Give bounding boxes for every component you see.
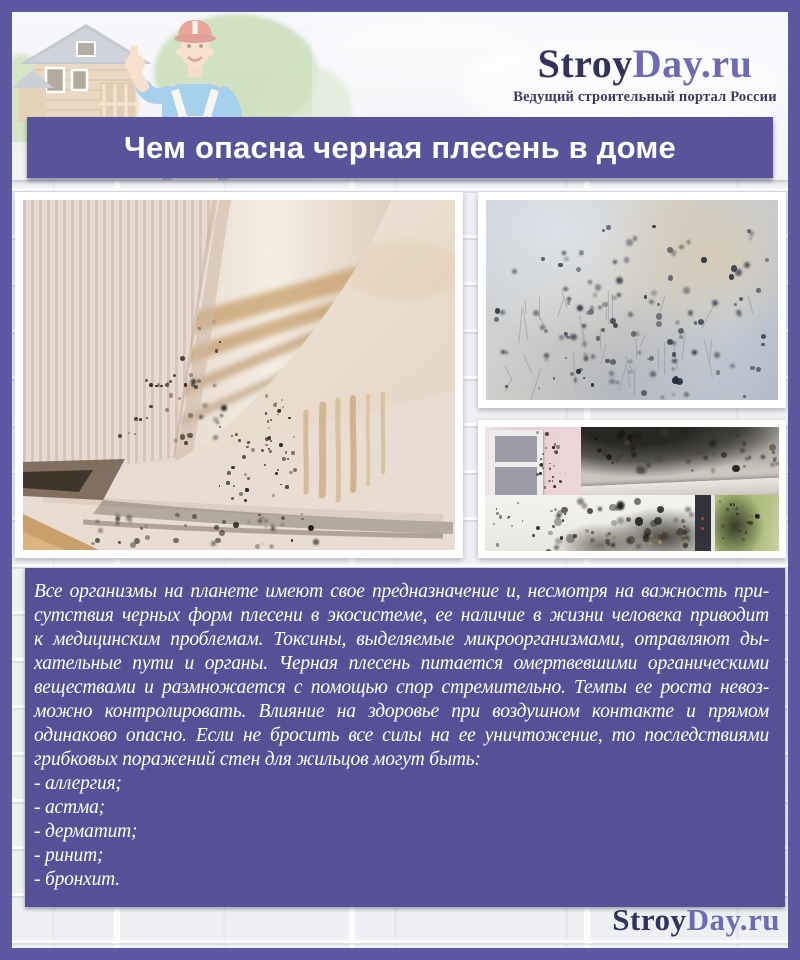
collage-tile-moldy-ceiling — [581, 427, 779, 495]
article-line: к медицинским проблемам. Токсины, выделяемые микроорганизмами, отравляют ды- — [34, 629, 769, 650]
article-line: можно контролировать. Влияние на здоровье при воздушном контакте и прямом — [34, 701, 769, 722]
photo-mold-spores-macro — [478, 192, 786, 408]
article-list-item: - астма; — [34, 797, 105, 818]
site-logo — [512, 42, 778, 106]
title-bar — [27, 117, 773, 178]
mold-speckles-main — [23, 200, 455, 550]
article-line: сутствия черных форм плесени в экосистеме, ее наличие в жизни человека приводит — [34, 605, 769, 626]
article-line: одинаково опасно. Если не бросить все силы на ее уничтожение, то последствиями — [34, 725, 769, 746]
site-logo-text: StroyDay.ru — [537, 41, 753, 86]
article-text-panel — [25, 568, 785, 907]
collage-tile-pink-wall — [485, 427, 581, 495]
collage-tile-green-mold-wall — [695, 495, 779, 551]
article-list-item: - дерматит; — [34, 821, 138, 842]
article-list-item: - ринит; — [34, 845, 104, 866]
page-title: Чем опасна черная плесень в доме — [124, 129, 676, 165]
article-line: веществами и размножается с помощью спор стремительно. Темпы ее роста невоз- — [34, 677, 769, 698]
collage-tile-mold-spots-wall — [485, 495, 695, 551]
article-list-item: - аллергия; — [34, 773, 122, 794]
article-line: Все организмы на планете имеют свое предназначение и, несмотря на важность при- — [34, 581, 769, 602]
article-list-item: - бронхит. — [34, 869, 120, 890]
article-line: грибковых поражений стен для жильцов могут быть: — [34, 749, 481, 770]
footer-logo: StroyDay.ru — [612, 902, 780, 937]
photo-peeling-wallpaper — [15, 192, 463, 558]
site-tagline: Ведущий строительный портал России — [513, 89, 777, 105]
photo-moldy-walls-collage — [478, 420, 786, 558]
spore-dots — [486, 200, 778, 400]
article-line: хательные пути и органы. Черная плесень питается омертвевшими органическими — [34, 653, 769, 674]
